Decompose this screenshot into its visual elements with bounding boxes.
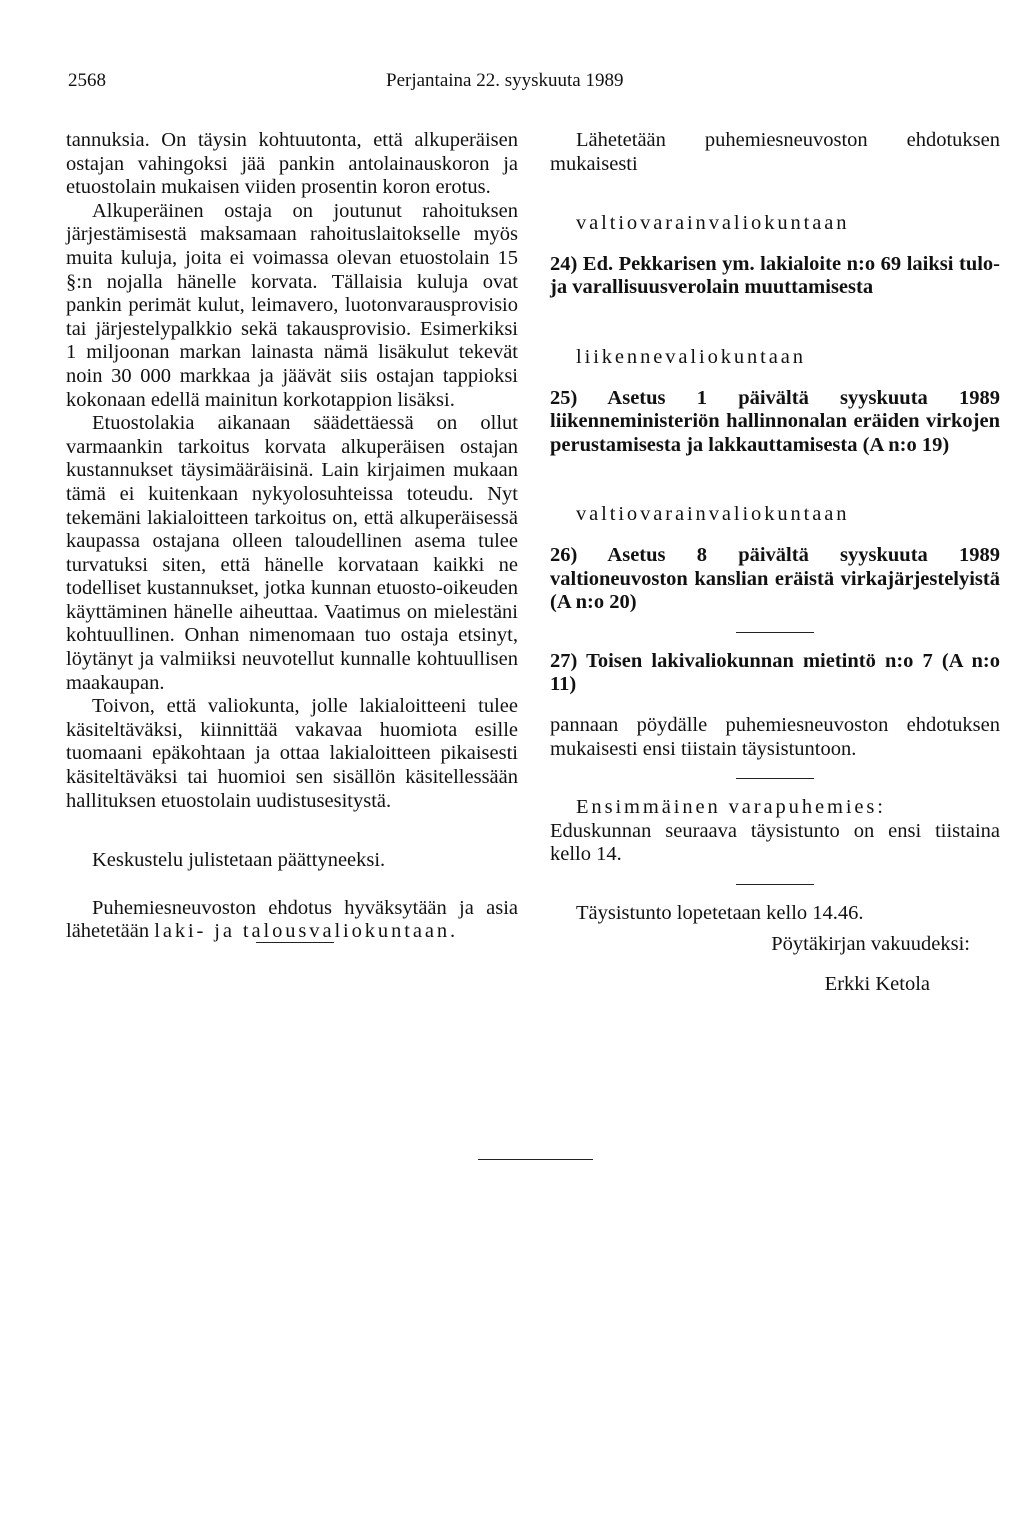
paragraph-wish: Toivon, että valiokunta, jolle lakialoitteeni tulee käsiteltäväksi, kiinnittää vakavaa huomiota esille tuomaani epäkohtaan ja ottaa lakialoitteen pikaisesti käsiteltäväksi tai huomioi sen sisällön käsitellessään hallituksen etuostolain uudistusesitystä. bbox=[66, 695, 518, 812]
paragraph-continuation: tannuksia. On täysin kohtuutonta, että alkuperäisen ostajan vahingoksi jää pankin antolainauskoron ja etuostolain mukaisen viiden prosentin koron erotus. bbox=[66, 129, 518, 199]
referral-committee: laki- ja talousvaliokuntaan. bbox=[154, 920, 459, 943]
item-24: 24) Ed. Pekkarisen ym. lakialoite n:o 69 laiksi tulo- ja varallisuusverolain muuttamisesta bbox=[550, 252, 1000, 299]
end-divider bbox=[478, 1159, 593, 1160]
item-27: 27) Toisen lakivaliokunnan mietintö n:o 7 (A n:o 11) bbox=[550, 649, 1000, 696]
referral-text: Puhemiesneuvoston ehdotus hyväksytään ja asia lähetetään bbox=[66, 896, 518, 943]
minutes-label: Pöytäkirjan vakuudeksi: bbox=[771, 933, 970, 956]
divider-3 bbox=[736, 884, 814, 885]
right-column bbox=[550, 129, 1000, 997]
committee-heading-1: valtiovarainvaliokuntaan bbox=[576, 212, 850, 235]
signatory-name: Erkki Ketola bbox=[824, 973, 930, 996]
item-27-decision: pannaan pöydälle puhemiesneuvoston ehdotuksen mukaisesti ensi tiistain täysistuntoon. bbox=[550, 713, 1000, 760]
item-25: 25) Asetus 1 päivältä syyskuuta 1989 liikenneministeriön hallinnonalan eräiden virkojen perustamisesta ja lakkauttamisesta (A n:o 19) bbox=[550, 386, 1000, 456]
paragraph-purpose: Etuostolakia aikanaan säädettäessä on ollut varmaankin tarkoitus korvata alkuperäisen ostajan kustannukset täysimääräisinä. Lain kirjaimen mukaan tämä ei kuitenkaan nykyolosuhteissa toteudu. Nyt tekemäni lakialoitteen tarkoitus on, että alkuperäisessä kaupassa ostajana olleen taloudellinen asema tulee turvatuksi siten, että hänelle korvataan kaikki ne todelliset kustannukset, jotka kunnan etuosto-oikeuden käyttäminen hänelle aiheuttaa. Vaatimus on mielestäni kohtuullinen. Onhan nimenomaan tuo ostaja etsinyt, löytänyt ja valmiiksi neuvotellut kunnalle kohtuullisen maakaupan. bbox=[66, 412, 518, 694]
referral-decision bbox=[66, 897, 518, 944]
page-header bbox=[68, 70, 968, 94]
paragraph-costs: Alkuperäinen ostaja on joutunut rahoituksen järjestämisestä maksamaan rahoituslaitokselle myös muita kuluja, joita ei voimassa olevan etuostolain 15 §:n nojalla hänelle korvata. Tällaisia kuluja ovat pankin perimät kulut, leimavero, luotonvarausprovisio tai järjestelypalkkio sekä takausprovisio. Esimerkiksi 1 miljoonan markan lainasta nämä lisäkulut tekevät noin 30 000 markkaa ja jäävät siis ostajan tappioksi kokonaan edellä mainitun korkotappion lisäksi. bbox=[66, 199, 518, 411]
item-26: 26) Asetus 8 päivältä syyskuuta 1989 valtioneuvoston kanslian eräistä virkajärjestelyistä (A n:o 20) bbox=[550, 543, 1000, 614]
debate-closed: Keskustelu julistetaan päättyneeksi. bbox=[92, 849, 386, 872]
divider-2 bbox=[736, 778, 814, 779]
committee-heading-2: liikennevaliokuntaan bbox=[576, 345, 806, 368]
speaker-role: Ensimmäinen varapuhemies: bbox=[576, 796, 886, 819]
committee-heading-3: valtiovarainvaliokuntaan bbox=[576, 503, 850, 526]
page-number: 2568 bbox=[68, 70, 106, 91]
header-date: Perjantaina 22. syyskuuta 1989 bbox=[386, 70, 624, 91]
session-closing: Täysistunto lopetetaan kello 14.46. bbox=[576, 901, 864, 924]
referral-intro: Lähetetään puhemiesneuvoston ehdotuksen mukaisesti bbox=[550, 129, 1000, 175]
left-column bbox=[66, 129, 518, 943]
speaker-statement: Eduskunnan seuraava täysistunto on ensi tiistaina kello 14. bbox=[550, 819, 1000, 866]
divider-1 bbox=[736, 632, 814, 633]
